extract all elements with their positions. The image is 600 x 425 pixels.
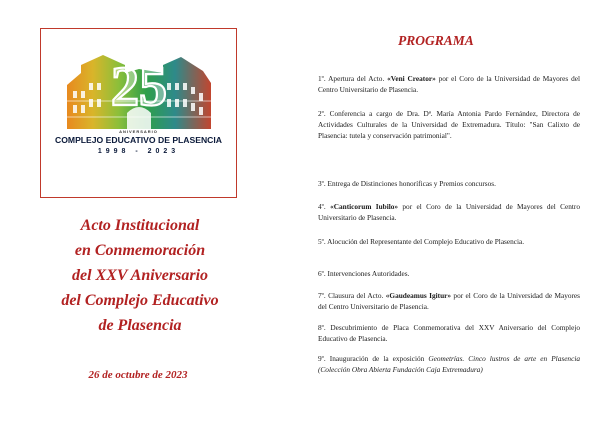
program-item: 7º. Clausura del Acto. «Gaudeamus Igitur» por el Coro de la Universidad de Mayores del Centro Universitario de Plasencia. xyxy=(318,291,581,311)
event-title-line: del Complejo Educativo xyxy=(61,292,219,309)
event-title-line: Acto Institucional xyxy=(80,217,200,234)
logo-years: 1998 - 2023 xyxy=(97,148,180,155)
cover-panel xyxy=(0,0,290,425)
program-item: 6º. Intervenciones Autoridades. xyxy=(318,269,410,278)
program-item: 9º. Inauguración de la exposición Geometrías. Cinco lustros de arte en Plasencia (Colección Obra Abierta Fundación Caja Extremadura) xyxy=(318,354,580,374)
event-title xyxy=(20,213,260,338)
logo-caption xyxy=(41,129,236,155)
logo-number-glyph: 25 xyxy=(111,56,167,118)
building-anniversary-logo-icon xyxy=(63,43,215,129)
event-title-line: de Plasencia xyxy=(98,317,182,334)
program-title: PROGRAMA xyxy=(398,33,474,48)
anniversary-logo-frame xyxy=(40,28,237,198)
program-item: 1º. Apertura del Acto. «Veni Creator» por el Coro de la Universidad de Mayores del Centro Universitario de Plasencia. xyxy=(318,74,580,94)
program-item: 5º. Alocución del Representante del Complejo Educativo de Plasencia. xyxy=(318,237,525,246)
logo-sub-label: ANIVERSARIO xyxy=(119,129,158,134)
logo-institution-name: COMPLEJO EDUCATIVO DE PLASENCIA xyxy=(55,135,222,145)
program-item: 8º. Descubrimiento de Placa Conmemorativa del XXV Aniversario del Complejo Educativo de Plasencia. xyxy=(318,323,580,343)
program-item: 3º. Entrega de Distinciones honoríficas y Premios concursos. xyxy=(318,179,496,188)
event-date: 26 de octubre de 2023 xyxy=(88,369,188,381)
program-panel xyxy=(318,0,582,425)
event-title-line: en Conmemoración xyxy=(74,242,206,259)
event-title-line: del XXV Aniversario xyxy=(71,267,209,284)
program-item: 2º. Conferencia a cargo de Dra. Dª. María Antonia Pardo Fernández, Directora de Actividades Culturales de la Universidad de Extremadura. Título: "San Calixto de Plasencia: tutela y conservación patrimonial". xyxy=(318,109,580,140)
program-item: 4º. «Canticorum Iubilo» por el Coro de la Universidad de Mayores del Centro Universitario de Plasencia. xyxy=(318,202,581,222)
